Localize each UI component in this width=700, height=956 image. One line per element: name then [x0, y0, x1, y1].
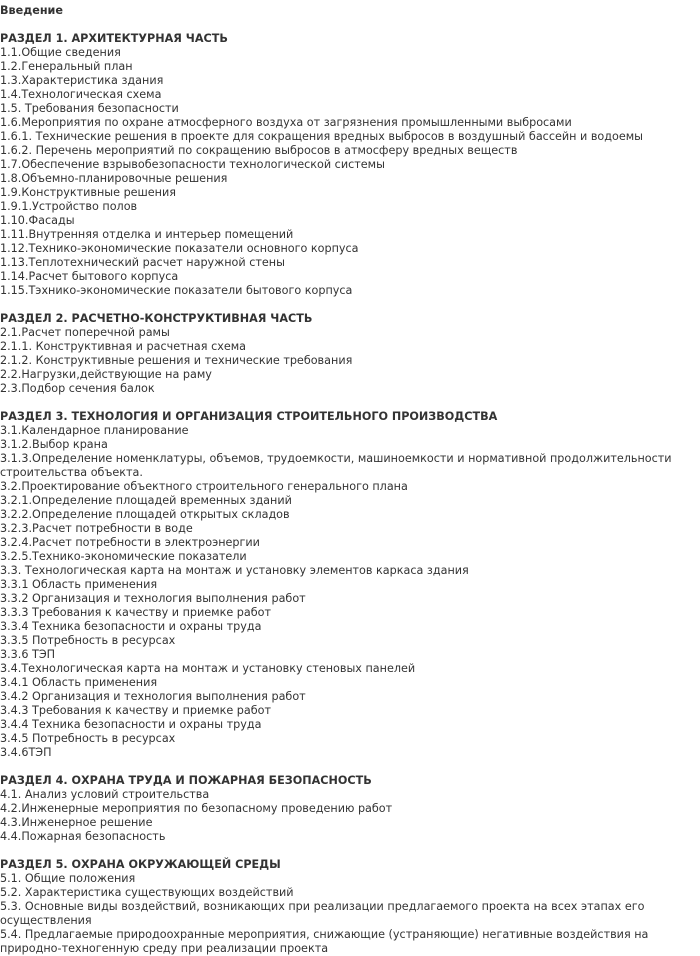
toc-item: 2.1.2. Конструктивные решения и технические требования — [0, 354, 353, 367]
toc-item: 3.3.1 Область применения — [0, 578, 158, 591]
toc-item: 3.1.2.Выбор крана — [0, 438, 108, 451]
toc-item: 3.3.3 Требования к качеству и приемке работ — [0, 606, 272, 619]
toc-item: 3.3.5 Потребность в ресурсах — [0, 634, 176, 647]
toc-item: 4.1. Анализ условий строительства — [0, 788, 210, 801]
toc-item: 3.1.Календарное планирование — [0, 424, 189, 437]
toc-item: 1.14.Расчет бытового корпуса — [0, 270, 179, 283]
toc-item: 3.2.3.Расчет потребности в воде — [0, 522, 193, 535]
toc-item: 3.4.2 Организация и технология выполнения работ — [0, 690, 306, 703]
spacer — [0, 844, 700, 858]
toc-item: 1.9.1.Устройство полов — [0, 200, 138, 213]
section-4 — [0, 774, 700, 844]
toc-item: 1.5. Требования безопасности — [0, 102, 179, 115]
toc-item: 3.4.1 Область применения — [0, 676, 158, 689]
toc-item: 1.8.Объемно-планировочные решения — [0, 172, 228, 185]
toc-item: 5.4. Предлагаемые природоохранные мероприятия, снижающие (устраняющие) негативные воздействия на природно-техногенную среду при реализации проекта — [0, 928, 649, 955]
toc-item: 4.2.Инженерные мероприятия по безопасному проведению работ — [0, 802, 393, 815]
toc-item: 3.2.4.Расчет потребности в электроэнергии — [0, 536, 260, 549]
toc-item: 1.2.Генеральный план — [0, 60, 133, 73]
section-5 — [0, 858, 700, 956]
toc-item: 3.2.Проектирование объектного строительного генерального плана — [0, 480, 408, 493]
toc-item: 3.2.1.Определение площадей временных зданий — [0, 494, 292, 507]
spacer — [0, 760, 700, 774]
toc-item: 1.15.Тэхнико-экономические показатели бытового корпуса — [0, 284, 353, 297]
toc-item: 1.9.Конструктивные решения — [0, 186, 176, 199]
toc-item: 1.10.Фасады — [0, 214, 75, 227]
toc-item: 3.3.4 Техника безопасности и охраны труда — [0, 620, 262, 633]
section-1 — [0, 32, 700, 298]
toc-item: 3.3. Технологическая карта на монтаж и установку элементов каркаса здания — [0, 564, 469, 577]
sections-container — [0, 32, 700, 956]
toc-item: 1.6.Мероприятия по охране атмосферного воздуха от загрязнения промышленными выбросами — [0, 116, 572, 129]
toc-item: 3.3.2 Организация и технология выполнения работ — [0, 592, 306, 605]
toc-item: 2.3.Подбор сечения балок — [0, 382, 155, 395]
toc-item: 3.3.6 ТЭП — [0, 648, 56, 661]
toc-item: 1.13.Теплотехнический расчет наружной стены — [0, 256, 285, 269]
toc-item: 5.2. Характеристика существующих воздействий — [0, 886, 294, 899]
toc-item: 5.3. Основные виды воздействий, возникающих при реализации предлагаемого проекта на всех этапах его осуществления — [0, 900, 645, 927]
spacer — [0, 298, 700, 312]
toc-item: 3.4.4 Техника безопасности и охраны труда — [0, 718, 262, 731]
toc-item: 3.2.2.Определение площадей открытых складов — [0, 508, 290, 521]
toc-item: 2.2.Нагрузки,действующие на раму — [0, 368, 212, 381]
toc-item: 3.4.6ТЭП — [0, 746, 52, 759]
section-title: РАЗДЕЛ 5. ОХРАНА ОКРУЖАЮЩЕЙ СРЕДЫ — [0, 858, 281, 871]
section-3 — [0, 410, 700, 760]
toc-item: 5.1. Общие положения — [0, 872, 136, 885]
toc-item: 1.6.2. Перечень мероприятий по сокращению выбросов в атмосферу вредных веществ — [0, 144, 518, 157]
toc-item: 3.4.Технологическая карта на монтаж и установку стеновых панелей — [0, 662, 416, 675]
section-title: РАЗДЕЛ 4. ОХРАНА ТРУДА И ПОЖАРНАЯ БЕЗОПАСНОСТЬ — [0, 774, 372, 787]
toc-item: 1.11.Внутренняя отделка и интерьер помещений — [0, 228, 294, 241]
toc-item: 2.1.1. Конструктивная и расчетная схема — [0, 340, 247, 353]
spacer — [0, 396, 700, 410]
toc-item: 4.4.Пожарная безопасность — [0, 830, 166, 843]
toc-item: 1.4.Технологическая схема — [0, 88, 162, 101]
section-2 — [0, 312, 700, 396]
toc-item: 3.4.5 Потребность в ресурсах — [0, 732, 176, 745]
toc-item: 3.4.3 Требования к качеству и приемке работ — [0, 704, 272, 717]
toc-item: 1.1.Общие сведения — [0, 46, 121, 59]
spacer — [0, 18, 700, 32]
section-title: РАЗДЕЛ 3. ТЕХНОЛОГИЯ И ОРГАНИЗАЦИЯ СТРОИТЕЛЬНОГО ПРОИЗВОДСТВА — [0, 410, 498, 423]
section-title: РАЗДЕЛ 2. РАСЧЕТНО-КОНСТРУКТИВНАЯ ЧАСТЬ — [0, 312, 313, 325]
toc-item: 3.1.3.Определение номенклатуры, объемов, трудоемкости, машиноемкости и нормативной продолжительности строительства объекта. — [0, 452, 672, 479]
toc-item: 3.2.5.Технико-экономические показатели — [0, 550, 247, 563]
toc-item: 1.12.Технико-экономические показатели основного корпуса — [0, 242, 359, 255]
toc-item: 1.6.1. Технические решения в проекте для сокращения вредных выбросов в воздушный бассейн и водоемы — [0, 130, 644, 143]
toc-item: 4.3.Инженерное решение — [0, 816, 153, 829]
section-title: РАЗДЕЛ 1. АРХИТЕКТУРНАЯ ЧАСТЬ — [0, 32, 228, 45]
toc-item: 2.1.Расчет поперечной рамы — [0, 326, 170, 339]
intro-heading: Введение — [0, 4, 63, 17]
toc-item: 1.3.Характеристика здания — [0, 74, 164, 87]
toc-item: 1.7.Обеспечение взрывобезопасности технологической системы — [0, 158, 385, 171]
